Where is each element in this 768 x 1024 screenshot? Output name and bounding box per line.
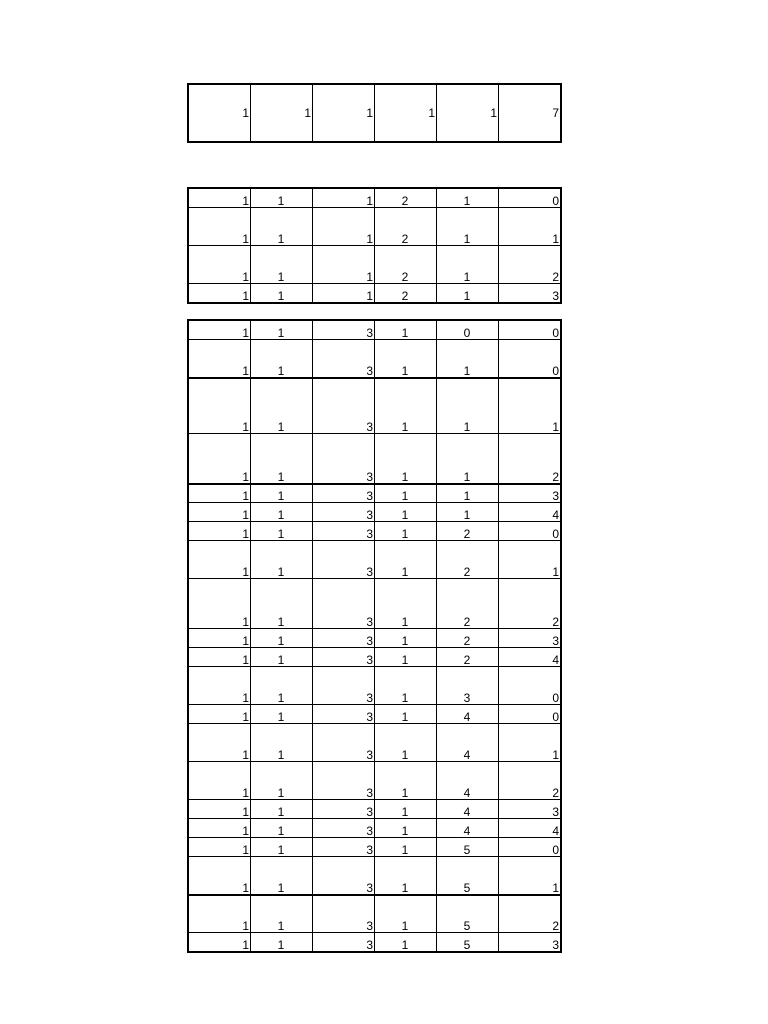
table-cell[interactable]: 1 [251, 503, 313, 522]
table-cell[interactable]: 1 [251, 648, 313, 667]
table-cell[interactable]: 1 [189, 857, 251, 895]
table-row [189, 857, 561, 895]
table-cell[interactable]: 3 [313, 895, 375, 933]
table-cell[interactable]: 3 [313, 541, 375, 579]
header-row [189, 85, 561, 142]
table-cell[interactable]: 1 [251, 378, 313, 434]
header-cell[interactable]: 7 [499, 85, 561, 142]
table-cell[interactable]: 3 [437, 667, 499, 705]
table-cell[interactable]: 1 [437, 340, 499, 378]
table-row [189, 522, 561, 541]
table-cell[interactable]: 1 [189, 933, 251, 952]
table-cell[interactable]: 1 [189, 434, 251, 484]
header-cell[interactable]: 1 [251, 85, 313, 142]
table-cell[interactable]: 4 [437, 705, 499, 724]
table-row [189, 340, 561, 378]
table-cell[interactable]: 3 [313, 667, 375, 705]
table-cell[interactable]: 3 [313, 321, 375, 340]
table-cell[interactable]: 1 [189, 484, 251, 503]
table-cell[interactable]: 4 [499, 648, 561, 667]
block-b-table [188, 320, 561, 952]
table-cell[interactable]: 3 [313, 629, 375, 648]
table-cell[interactable]: 1 [189, 208, 251, 246]
table-cell[interactable]: 1 [375, 541, 437, 579]
table-cell[interactable]: 2 [437, 579, 499, 629]
table-cell[interactable]: 2 [437, 629, 499, 648]
table-cell[interactable]: 1 [375, 838, 437, 857]
table-cell[interactable]: 1 [251, 579, 313, 629]
table-cell[interactable]: 1 [251, 246, 313, 284]
table-row [189, 933, 561, 952]
block-a-table [188, 188, 561, 303]
table-cell[interactable]: 3 [313, 579, 375, 629]
table-cell[interactable]: 1 [251, 208, 313, 246]
table-cell[interactable]: 1 [437, 246, 499, 284]
table-cell[interactable]: 1 [375, 800, 437, 819]
table-cell[interactable]: 1 [251, 800, 313, 819]
header-table [188, 84, 561, 142]
table-row [189, 819, 561, 838]
table-row [189, 484, 561, 503]
table-cell[interactable]: 1 [437, 189, 499, 208]
table-cell[interactable]: 3 [313, 838, 375, 857]
table-cell[interactable]: 1 [375, 484, 437, 503]
table-row [189, 838, 561, 857]
table-cell[interactable]: 3 [313, 705, 375, 724]
table-cell[interactable]: 4 [499, 819, 561, 838]
table-cell[interactable]: 1 [251, 933, 313, 952]
table-cell[interactable]: 1 [437, 284, 499, 303]
table-cell[interactable]: 3 [313, 484, 375, 503]
table-cell[interactable]: 1 [251, 857, 313, 895]
table-cell[interactable]: 1 [251, 819, 313, 838]
table-row [189, 629, 561, 648]
table-cell[interactable]: 1 [189, 321, 251, 340]
table-cell[interactable]: 3 [313, 933, 375, 952]
table-cell[interactable]: 1 [437, 434, 499, 484]
table-row [189, 321, 561, 340]
table-cell[interactable]: 5 [437, 895, 499, 933]
table-cell[interactable]: 1 [189, 762, 251, 800]
table-cell[interactable]: 1 [189, 284, 251, 303]
table-cell[interactable]: 1 [251, 284, 313, 303]
table-cell[interactable]: 0 [499, 667, 561, 705]
table-cell[interactable]: 2 [375, 246, 437, 284]
table-row [189, 208, 561, 246]
table-cell[interactable]: 1 [499, 208, 561, 246]
table-cell[interactable]: 1 [313, 246, 375, 284]
table-cell[interactable]: 3 [313, 378, 375, 434]
table-cell[interactable]: 2 [499, 579, 561, 629]
table-row [189, 724, 561, 762]
table-cell[interactable]: 3 [313, 819, 375, 838]
table-cell[interactable]: 1 [313, 208, 375, 246]
table-cell[interactable]: 1 [375, 321, 437, 340]
table-cell[interactable]: 2 [375, 189, 437, 208]
table-cell[interactable]: 1 [251, 838, 313, 857]
table-cell[interactable]: 4 [437, 819, 499, 838]
table-cell[interactable]: 0 [499, 189, 561, 208]
table-cell[interactable]: 1 [251, 724, 313, 762]
table-cell[interactable]: 1 [251, 629, 313, 648]
table-cell[interactable]: 1 [189, 895, 251, 933]
table-row [189, 579, 561, 629]
table-cell[interactable]: 3 [313, 503, 375, 522]
table-cell[interactable]: 3 [313, 340, 375, 378]
table-cell[interactable]: 3 [313, 522, 375, 541]
table-cell[interactable]: 2 [499, 246, 561, 284]
table-cell[interactable]: 1 [375, 895, 437, 933]
table-cell[interactable]: 1 [251, 484, 313, 503]
table-cell[interactable]: 0 [499, 705, 561, 724]
table-cell[interactable]: 2 [499, 434, 561, 484]
table-row [189, 284, 561, 303]
table-cell[interactable]: 1 [251, 321, 313, 340]
table-cell[interactable]: 2 [499, 895, 561, 933]
table-cell[interactable]: 2 [499, 762, 561, 800]
table-cell[interactable]: 1 [375, 503, 437, 522]
table-row [189, 667, 561, 705]
table-cell[interactable]: 1 [437, 484, 499, 503]
table-cell[interactable]: 1 [189, 340, 251, 378]
table-cell[interactable]: 0 [499, 838, 561, 857]
table-cell[interactable]: 3 [313, 434, 375, 484]
table-cell[interactable]: 3 [499, 284, 561, 303]
table-row [189, 762, 561, 800]
table-cell[interactable]: 4 [437, 800, 499, 819]
table-cell[interactable]: 0 [499, 522, 561, 541]
table-cell[interactable]: 1 [375, 705, 437, 724]
header-cell[interactable]: 1 [375, 85, 437, 142]
table-cell[interactable]: 1 [375, 522, 437, 541]
table-cell[interactable]: 1 [499, 724, 561, 762]
table-cell[interactable]: 0 [437, 321, 499, 340]
table-cell[interactable]: 1 [499, 378, 561, 434]
table-cell[interactable]: 5 [437, 838, 499, 857]
table-cell[interactable]: 1 [189, 189, 251, 208]
table-cell[interactable]: 3 [313, 800, 375, 819]
table-row [189, 705, 561, 724]
table-cell[interactable]: 1 [189, 522, 251, 541]
table-row [189, 434, 561, 484]
table-cell[interactable]: 1 [189, 838, 251, 857]
table-cell[interactable]: 1 [375, 378, 437, 434]
table-cell[interactable]: 5 [437, 857, 499, 895]
table-cell[interactable]: 3 [313, 762, 375, 800]
table-cell[interactable]: 1 [375, 340, 437, 378]
header-cell[interactable]: 1 [437, 85, 499, 142]
table-cell[interactable]: 1 [251, 434, 313, 484]
table-cell[interactable]: 2 [437, 522, 499, 541]
table-row [189, 189, 561, 208]
table-cell[interactable]: 5 [437, 933, 499, 952]
table-cell[interactable]: 1 [375, 434, 437, 484]
table-cell[interactable]: 1 [313, 284, 375, 303]
table-cell[interactable]: 1 [375, 648, 437, 667]
table-cell[interactable]: 1 [375, 933, 437, 952]
table-cell[interactable]: 1 [189, 667, 251, 705]
table-cell[interactable]: 1 [499, 857, 561, 895]
table-cell[interactable]: 0 [499, 321, 561, 340]
table-cell[interactable]: 1 [189, 648, 251, 667]
table-cell[interactable]: 3 [313, 857, 375, 895]
table-row [189, 800, 561, 819]
table-row [189, 895, 561, 933]
table-cell[interactable]: 1 [313, 189, 375, 208]
header-cell[interactable]: 1 [189, 85, 251, 142]
table-cell[interactable]: 3 [313, 648, 375, 667]
table-cell[interactable]: 1 [251, 762, 313, 800]
table-row [189, 246, 561, 284]
table-cell[interactable]: 1 [437, 378, 499, 434]
table-cell[interactable]: 1 [189, 819, 251, 838]
table-cell[interactable]: 1 [189, 705, 251, 724]
table-cell[interactable]: 2 [437, 541, 499, 579]
table-cell[interactable]: 1 [189, 503, 251, 522]
table-cell[interactable]: 4 [437, 724, 499, 762]
table-row [189, 503, 561, 522]
table-cell[interactable]: 1 [189, 579, 251, 629]
table-cell[interactable]: 1 [251, 667, 313, 705]
table-cell[interactable]: 1 [375, 819, 437, 838]
table-cell[interactable]: 2 [437, 648, 499, 667]
table-cell[interactable]: 1 [437, 503, 499, 522]
table-cell[interactable]: 0 [499, 340, 561, 378]
table-cell[interactable]: 3 [499, 484, 561, 503]
table-cell[interactable]: 1 [251, 340, 313, 378]
table-cell[interactable]: 1 [189, 629, 251, 648]
table-cell[interactable]: 1 [251, 705, 313, 724]
table-cell[interactable]: 1 [375, 762, 437, 800]
table-cell[interactable]: 1 [189, 378, 251, 434]
table-cell[interactable]: 1 [251, 541, 313, 579]
table-cell[interactable]: 4 [437, 762, 499, 800]
table-cell[interactable]: 3 [499, 629, 561, 648]
table-cell[interactable]: 1 [251, 522, 313, 541]
table-cell[interactable]: 3 [499, 933, 561, 952]
table-cell[interactable]: 1 [189, 541, 251, 579]
table-cell[interactable]: 1 [499, 541, 561, 579]
table-row [189, 541, 561, 579]
header-cell[interactable]: 1 [313, 85, 375, 142]
table-cell[interactable]: 1 [189, 724, 251, 762]
table-cell[interactable]: 1 [375, 629, 437, 648]
table-row [189, 648, 561, 667]
table-cell[interactable]: 1 [375, 857, 437, 895]
table-cell[interactable]: 2 [375, 208, 437, 246]
table-cell[interactable]: 1 [251, 189, 313, 208]
table-cell[interactable]: 3 [313, 724, 375, 762]
table-row [189, 378, 561, 434]
table-cell[interactable]: 1 [189, 800, 251, 819]
table-cell[interactable]: 1 [189, 246, 251, 284]
table-cell[interactable]: 2 [375, 284, 437, 303]
table-cell[interactable]: 1 [375, 667, 437, 705]
table-cell[interactable]: 3 [499, 800, 561, 819]
table-cell[interactable]: 1 [251, 895, 313, 933]
table-cell[interactable]: 4 [499, 503, 561, 522]
table-cell[interactable]: 1 [375, 579, 437, 629]
table-cell[interactable]: 1 [375, 724, 437, 762]
table-cell[interactable]: 1 [437, 208, 499, 246]
